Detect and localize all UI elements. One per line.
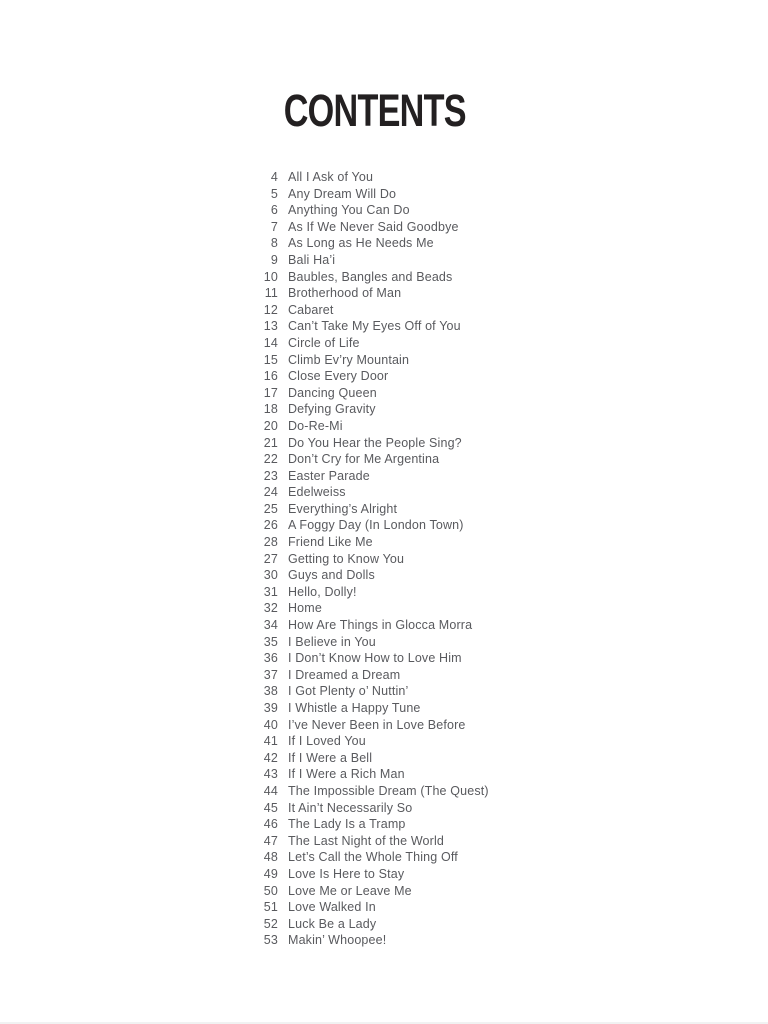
- toc-song-title: The Impossible Dream (The Quest): [288, 783, 489, 798]
- toc-row: [240, 883, 540, 900]
- toc-page-number: 30: [263, 568, 278, 583]
- toc-page-number: 52: [263, 916, 278, 931]
- toc-song-title: I Whistle a Happy Tune: [288, 701, 421, 715]
- toc-page-number: 48: [263, 850, 278, 865]
- toc-song-title: Do-Re-Mi: [288, 418, 343, 433]
- toc-page-number: 17: [263, 385, 278, 400]
- title-container: [0, 85, 750, 136]
- toc-page-number: 15: [263, 352, 278, 367]
- toc-page-number: 14: [263, 335, 278, 350]
- toc-song-title: Dancing Queen: [288, 385, 377, 400]
- toc-page-number: 43: [263, 767, 278, 782]
- toc-page-number: 27: [263, 551, 278, 566]
- toc-page-number: 6: [270, 203, 278, 218]
- toc-song-title: Love Me or Leave Me: [288, 883, 412, 898]
- toc-row: [240, 484, 540, 501]
- toc-song-title: Edelweiss: [288, 485, 346, 500]
- toc-row: [240, 219, 540, 236]
- toc-row: [240, 285, 540, 302]
- toc-page-number: 50: [263, 883, 278, 898]
- toc-page-number: 49: [263, 866, 278, 881]
- toc-row: [240, 617, 540, 634]
- toc-row: [240, 269, 540, 286]
- toc-page-number: 47: [263, 833, 278, 848]
- toc-page-number: 5: [270, 186, 278, 201]
- toc-row: [240, 634, 540, 651]
- toc-row: [240, 783, 540, 800]
- toc-song-title: Makin’ Whoopee!: [288, 933, 387, 948]
- toc-page-number: 21: [263, 435, 278, 450]
- toc-page-number: 41: [263, 734, 278, 749]
- toc-song-title: Guys and Dolls: [288, 568, 375, 583]
- toc-song-title: Baubles, Bangles and Beads: [288, 269, 453, 284]
- toc-song-title: Climb Ev’ry Mountain: [288, 352, 410, 367]
- toc-page-number: 42: [263, 750, 278, 765]
- toc-song-title: A Foggy Day (In London Town): [288, 518, 464, 533]
- toc-song-title: I Don’t Know How to Love Him: [288, 651, 462, 666]
- toc-page-number: 39: [263, 701, 278, 715]
- toc-page-number: 10: [263, 269, 278, 284]
- toc-row: [240, 800, 540, 817]
- toc-row: [240, 435, 540, 452]
- toc-row: [240, 551, 540, 568]
- toc-row: [240, 186, 540, 203]
- toc-list: [240, 169, 540, 949]
- toc-page-number: 8: [270, 236, 278, 251]
- toc-song-title: I Got Plenty o’ Nuttin’: [288, 684, 409, 699]
- toc-page-number: 22: [263, 452, 278, 467]
- toc-row: [240, 202, 540, 219]
- toc-row: [240, 683, 540, 700]
- toc-row: [240, 849, 540, 866]
- toc-row: [240, 385, 540, 402]
- toc-row: [240, 235, 540, 252]
- toc-song-title: Let’s Call the Whole Thing Off: [288, 850, 458, 865]
- toc-page-number: 18: [263, 402, 278, 417]
- page-title: CONTENTS: [283, 85, 467, 136]
- toc-song-title: Everything’s Alright: [288, 501, 398, 516]
- toc-row: [240, 352, 540, 369]
- toc-page-number: 24: [263, 485, 278, 500]
- toc-page-number: 44: [263, 783, 278, 798]
- toc-row: [240, 600, 540, 617]
- toc-page-number: 25: [263, 501, 278, 516]
- toc-page-number: 12: [263, 302, 278, 317]
- toc-page-number: 53: [263, 933, 278, 948]
- toc-page-number: 51: [263, 900, 278, 915]
- toc-row: [240, 468, 540, 485]
- toc-song-title: I Dreamed a Dream: [288, 667, 401, 682]
- toc-row: [240, 700, 540, 717]
- toc-row: [240, 750, 540, 767]
- toc-song-title: It Ain’t Necessarily So: [288, 800, 413, 815]
- toc-row: [240, 501, 540, 518]
- toc-song-title: I Believe in You: [288, 634, 376, 649]
- toc-song-title: Don’t Cry for Me Argentina: [288, 452, 440, 467]
- toc-song-title: Luck Be a Lady: [288, 916, 377, 931]
- toc-row: [240, 866, 540, 883]
- toc-page-number: 34: [263, 618, 278, 633]
- toc-page-number: 13: [263, 319, 278, 334]
- toc-page-number: 40: [263, 717, 278, 732]
- toc-page-number: 28: [263, 535, 278, 550]
- toc-song-title: The Lady Is a Tramp: [288, 817, 406, 832]
- toc-page-number: 46: [263, 817, 278, 832]
- toc-row: [240, 517, 540, 534]
- toc-row: [240, 916, 540, 933]
- toc-song-title: Bali Ha’i: [288, 252, 336, 267]
- toc-song-title: Can’t Take My Eyes Off of You: [288, 319, 461, 334]
- toc-page-number: 9: [270, 252, 278, 267]
- toc-song-title: Defying Gravity: [288, 402, 376, 417]
- toc-song-title: How Are Things in Glocca Morra: [288, 618, 473, 633]
- toc-song-title: Friend Like Me: [288, 535, 373, 550]
- toc-song-title: Cabaret: [288, 302, 334, 317]
- toc-row: [240, 451, 540, 468]
- toc-row: [240, 667, 540, 684]
- toc-row: [240, 733, 540, 750]
- toc-page-number: 38: [263, 684, 278, 699]
- toc-page-number: 4: [270, 170, 278, 184]
- toc-row: [240, 932, 540, 949]
- toc-row: [240, 567, 540, 584]
- toc-song-title: Love Is Here to Stay: [288, 866, 405, 881]
- toc-row: [240, 650, 540, 667]
- toc-page-number: 37: [263, 667, 278, 682]
- toc-song-title: As Long as He Needs Me: [288, 236, 434, 251]
- toc-song-title: Easter Parade: [288, 468, 370, 483]
- toc-song-title: Getting to Know You: [288, 551, 405, 566]
- toc-song-title: I’ve Never Been in Love Before: [288, 717, 466, 732]
- toc-song-title: Close Every Door: [288, 369, 389, 384]
- toc-page-number: 35: [263, 634, 278, 649]
- toc-song-title: Any Dream Will Do: [288, 186, 397, 201]
- toc-song-title: If I Were a Bell: [288, 750, 373, 765]
- toc-page-number: 16: [263, 369, 278, 384]
- toc-song-title: If I Loved You: [288, 734, 366, 749]
- toc-song-title: As If We Never Said Goodbye: [288, 219, 459, 234]
- toc-page-number: 23: [263, 468, 278, 483]
- toc-row: [240, 766, 540, 783]
- toc-row: [240, 252, 540, 269]
- toc-row: [240, 302, 540, 319]
- toc-row: [240, 335, 540, 352]
- toc-page-number: 36: [263, 651, 278, 666]
- toc-row: [240, 816, 540, 833]
- toc-song-title: The Last Night of the World: [288, 833, 444, 848]
- toc-song-title: Do You Hear the People Sing?: [288, 435, 462, 450]
- toc-row: [240, 534, 540, 551]
- toc-page-number: 45: [263, 800, 278, 815]
- toc-row: [240, 401, 540, 418]
- toc-song-title: Home: [288, 601, 322, 616]
- toc-row: [240, 717, 540, 734]
- toc-song-title: Brotherhood of Man: [288, 286, 402, 301]
- toc-page-number: 20: [263, 418, 278, 433]
- toc-page-number: 31: [263, 584, 278, 599]
- toc-page-number: 11: [264, 286, 278, 301]
- toc-page-number: 26: [263, 518, 278, 533]
- toc-row: [240, 584, 540, 601]
- toc-row: [240, 418, 540, 435]
- toc-row: [240, 899, 540, 916]
- toc-song-title: Circle of Life: [288, 335, 360, 350]
- toc-song-title: If I Were a Rich Man: [288, 767, 405, 782]
- toc-page-number: 7: [270, 219, 278, 234]
- toc-song-title: Love Walked In: [288, 900, 376, 915]
- toc-row: [240, 318, 540, 335]
- toc-song-title: All I Ask of You: [288, 170, 374, 184]
- toc-page-number: 32: [263, 601, 278, 616]
- toc-row: [240, 833, 540, 850]
- toc-row: [240, 368, 540, 385]
- toc-row: [240, 169, 540, 186]
- toc-song-title: Hello, Dolly!: [288, 584, 357, 599]
- toc-song-title: Anything You Can Do: [288, 203, 410, 218]
